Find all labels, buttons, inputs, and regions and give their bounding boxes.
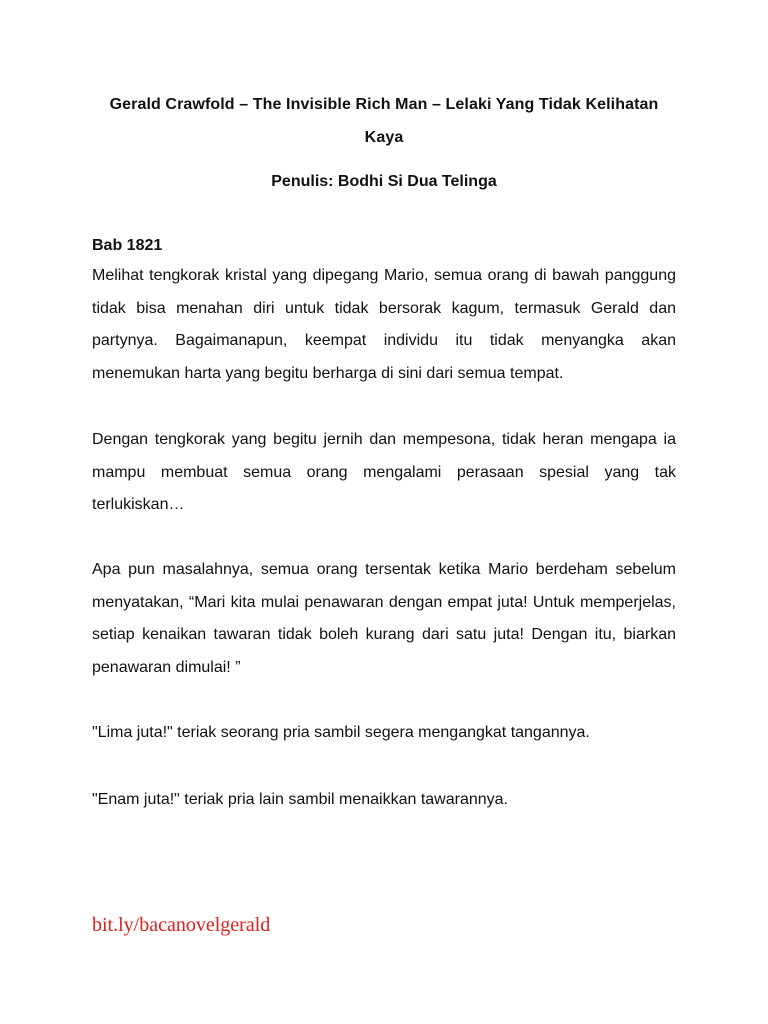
chapter-heading: Bab 1821 (92, 237, 163, 254)
paragraph: Apa pun masalahnya, semua orang tersentak ketika Mario berdeham sebelum menyatakan, “Mari kita mulai penawaran dengan empat juta! Untuk memperjelas, setiap kenaikan tawaran tidak boleh kurang dari satu juta! Dengan itu, biarkan penawaran dimulai! ” (92, 561, 676, 676)
author-line: Penulis: Bodhi Si Dua Telinga (271, 173, 497, 190)
paragraph: "Lima juta!" teriak seorang pria sambil segera mengangkat tangannya. (92, 724, 590, 741)
paragraph: Dengan tengkorak yang begitu jernih dan mempesona, tidak heran mengapa ia mampu membuat semua orang mengalami perasaan spesial yang tak terlukiskan… (92, 431, 676, 513)
paragraph: "Enam juta!" teriak pria lain sambil menaikkan tawarannya. (92, 791, 508, 808)
novel-link[interactable]: bit.ly/bacanovelgerald (92, 914, 271, 936)
paragraph: Melihat tengkorak kristal yang dipegang Mario, semua orang di bawah panggung tidak bisa menahan diri untuk tidak bersorak kagum, termasuk Gerald dan partynya. Bagaimanapun, keempat individu itu tidak menyangka akan menemukan harta yang begitu berharga di sini dari semua tempat. (92, 267, 676, 382)
document-title: Gerald Crawfold – The Invisible Rich Man – Lelaki Yang Tidak Kelihatan Kaya (109, 96, 659, 146)
